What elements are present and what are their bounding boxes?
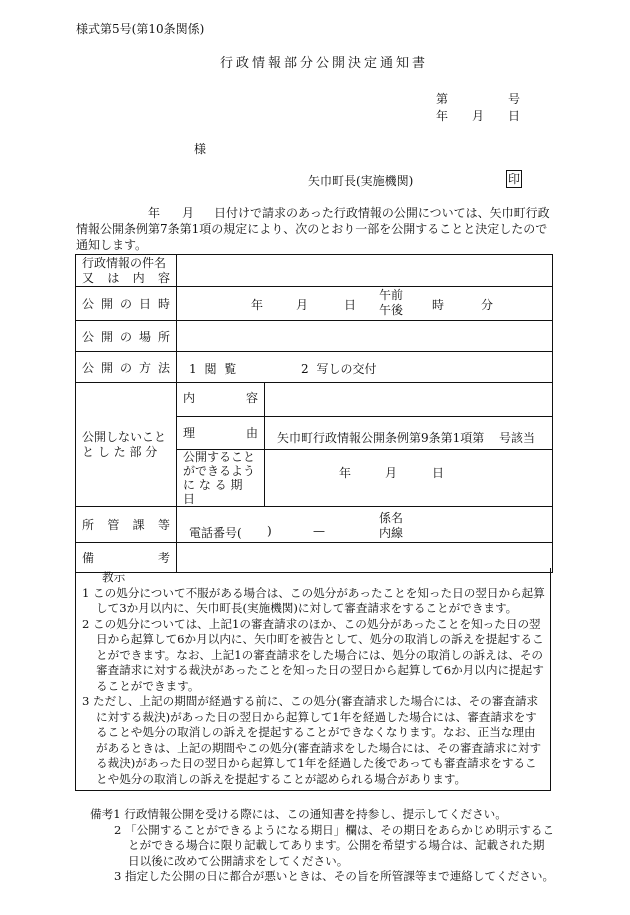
- sub-content-value[interactable]: [265, 383, 552, 416]
- addressee: 様: [194, 142, 207, 156]
- method-value-cell: [177, 352, 552, 382]
- naisen-label: 内線: [379, 526, 404, 540]
- intro-paragraph: [76, 205, 552, 253]
- ch: の: [119, 360, 132, 375]
- intro-nen: 年: [148, 206, 161, 220]
- intro-line-2: 情報公開条例第7条第1項の規定により、次のとおり一部を公開することと決定したので: [76, 222, 548, 236]
- sub-period-header: [177, 450, 265, 506]
- sub-row-period: [177, 450, 552, 506]
- seal-mark: 印: [507, 172, 520, 186]
- ch: の: [119, 297, 132, 311]
- dt-fun: 分: [481, 298, 494, 312]
- intro-tsuki: 月: [182, 206, 195, 220]
- ch: 時: [157, 297, 170, 311]
- instruction-item-3: 3 ただし、上記の期間が経過する前に、この処分(審査請求した場合には、その審査請求に対する裁決)があった日の翌日から起算して1年を経過した場合には、審査請求をすることや処分の取消しの訴えを提起することができなくなります。なお、正当な理由があるときは、上記の期間やこの処分(審査請求をした場合には、その審査請求に対する裁決)があった日の翌日から起算して1年を経過した後であっても審査請求をすることや処分の取消しの訴えを提起することが認められる場合があります。: [82, 694, 542, 786]
- ch: 課: [132, 518, 145, 532]
- ref-hi: 日: [507, 109, 520, 123]
- form-number-label: 様式第5号(第10条関係): [76, 22, 205, 36]
- instruction-heading: 教示: [102, 570, 126, 584]
- dt-am: 午前: [379, 288, 404, 302]
- ch: 法: [157, 360, 170, 375]
- ch: 開: [100, 360, 113, 375]
- ch: 管: [107, 518, 120, 532]
- row-datetime: [76, 287, 552, 321]
- ch: 等: [157, 518, 170, 532]
- period-label-3: に な る 期 日: [183, 478, 243, 506]
- subject-label-2: [82, 271, 170, 286]
- instruction-box: [75, 568, 551, 791]
- sub-period-value[interactable]: [265, 450, 552, 506]
- ch: 日: [138, 297, 151, 311]
- ref-dai: 第: [436, 92, 449, 106]
- notice-table: [75, 254, 553, 573]
- period-hi: 日: [432, 466, 445, 480]
- sub-reason-value[interactable]: [265, 417, 552, 449]
- ch: 公: [82, 329, 95, 344]
- ch: 内: [132, 270, 145, 285]
- row-method: [76, 352, 552, 383]
- reason-suffix: 号該当: [499, 430, 536, 445]
- ref-go: 号: [507, 92, 520, 106]
- dt-ji: 時: [432, 298, 445, 312]
- row-datetime-header: [76, 287, 177, 320]
- dt-tsuki: 月: [296, 298, 309, 312]
- ch: 場: [138, 329, 151, 344]
- row-subject-header: [76, 255, 177, 286]
- nondisclosed-label-2: と し た 部 分: [82, 444, 158, 459]
- place-label: [82, 328, 170, 345]
- ch: 所: [157, 329, 170, 344]
- dt-nen: 年: [251, 298, 264, 312]
- remark-2: 2 「公開することができるようになる期日」欄は、その期日をあらかじめ明示することができる場合に限り記載してあります。公開を希望する場合は、記載された期日以後に改めて公開請求をしてください。: [114, 822, 555, 868]
- row-subject: [76, 255, 552, 287]
- sub-row-content: [177, 383, 552, 417]
- ch: 又: [82, 270, 95, 285]
- reference-number: [436, 90, 526, 107]
- dt-pm: 午後: [379, 303, 404, 317]
- reference-date: [436, 107, 526, 124]
- row-nondisclosed-header: [76, 383, 177, 506]
- ch: の: [119, 329, 132, 344]
- ch: 開: [100, 329, 113, 344]
- period-nen: 年: [339, 466, 352, 480]
- ref-nen: 年: [436, 109, 449, 123]
- row-nondisclosed: [76, 383, 552, 507]
- kakari-label: 係名: [379, 511, 404, 525]
- remarks-section: [90, 807, 556, 885]
- subject-value-cell[interactable]: [177, 255, 552, 286]
- sub-content-header: [177, 383, 265, 416]
- reason-text: 矢巾町行政情報公開条例第9条第1項第: [277, 430, 485, 445]
- nondisclosed-subtable: [177, 383, 552, 506]
- row-method-header: [76, 352, 177, 382]
- ch: 由: [245, 426, 258, 441]
- period-label-1: 公開すること: [183, 450, 256, 464]
- ch: 理: [183, 426, 196, 441]
- ch: 開: [100, 297, 113, 311]
- subject-label-1: 行政情報の件名: [82, 255, 167, 270]
- method-option-view[interactable]: 1 閲 覧: [189, 362, 237, 376]
- tel-dash: —: [313, 524, 325, 538]
- dt-hi: 日: [344, 298, 357, 312]
- ch: 所: [82, 518, 95, 532]
- sub-reason-header: [177, 417, 265, 449]
- remark-3: 3 指定した公開の日に都合が悪いときは、その旨を所管課等まで連絡してください。: [114, 869, 555, 883]
- sub-row-reason: [177, 417, 552, 450]
- row-department: [76, 507, 552, 543]
- ch: 公: [82, 297, 95, 311]
- intro-text-1: 日付けで請求のあった行政情報の公開については、矢巾町行政: [214, 206, 550, 220]
- ref-tsuki: 月: [471, 109, 484, 123]
- ch: 容: [157, 270, 170, 285]
- method-option-copy[interactable]: 2 写しの交付: [301, 362, 377, 376]
- row-place: [76, 321, 552, 352]
- method-label: [82, 359, 170, 376]
- period-tsuki: 月: [385, 466, 398, 480]
- intro-line-3: 通知します。: [76, 238, 148, 252]
- datetime-label: [82, 295, 170, 312]
- issuer-name: 矢巾町長(実施機関): [308, 174, 414, 188]
- department-label: [82, 516, 170, 533]
- ch: 内: [183, 391, 196, 405]
- instruction-item-1: 1 この処分について不服がある場合は、この処分があったことを知った日の翌日から起算して3か月以内に、矢巾町長(実施機関)に対して審査請求をすることができます。: [82, 585, 545, 615]
- nondisclosed-label-1: 公開しないこと: [82, 429, 167, 444]
- ch: 方: [138, 360, 151, 375]
- row-department-header: [76, 507, 177, 542]
- ch: 備: [82, 551, 95, 565]
- ch: 考: [157, 551, 170, 565]
- place-value-cell[interactable]: [177, 321, 552, 351]
- instruction-item-2: 2 この処分については、上記1の審査請求のほか、この処分があったことを知った日の翌日から起算して6か月以内に、矢巾町を被告として、処分の取消しの訴えを提起することができます。なお、上記1の審査請求をした場合には、処分の取消しの訴えは、その審査請求に対する裁決があったことを知った日の翌日から起算して6か月以内に提起することができます。: [82, 616, 544, 693]
- row-place-header: [76, 321, 177, 351]
- period-label-2: ができるよう: [183, 464, 256, 478]
- document-title: 行政情報部分公開決定通知書: [220, 56, 429, 71]
- department-value-cell[interactable]: [177, 507, 552, 542]
- ch: は: [107, 270, 120, 285]
- ch: 容: [245, 391, 258, 405]
- remark-1: 備考1 行政情報公開を受ける際には、この通知書を持参し、提示してください。: [90, 807, 507, 821]
- tel-label: 電話番号(: [189, 526, 242, 540]
- datetime-value-cell[interactable]: [177, 287, 552, 320]
- intro-line-1: [76, 205, 552, 221]
- ch: 公: [82, 360, 95, 375]
- biko-label: [82, 549, 170, 566]
- tel-close: ): [267, 524, 272, 538]
